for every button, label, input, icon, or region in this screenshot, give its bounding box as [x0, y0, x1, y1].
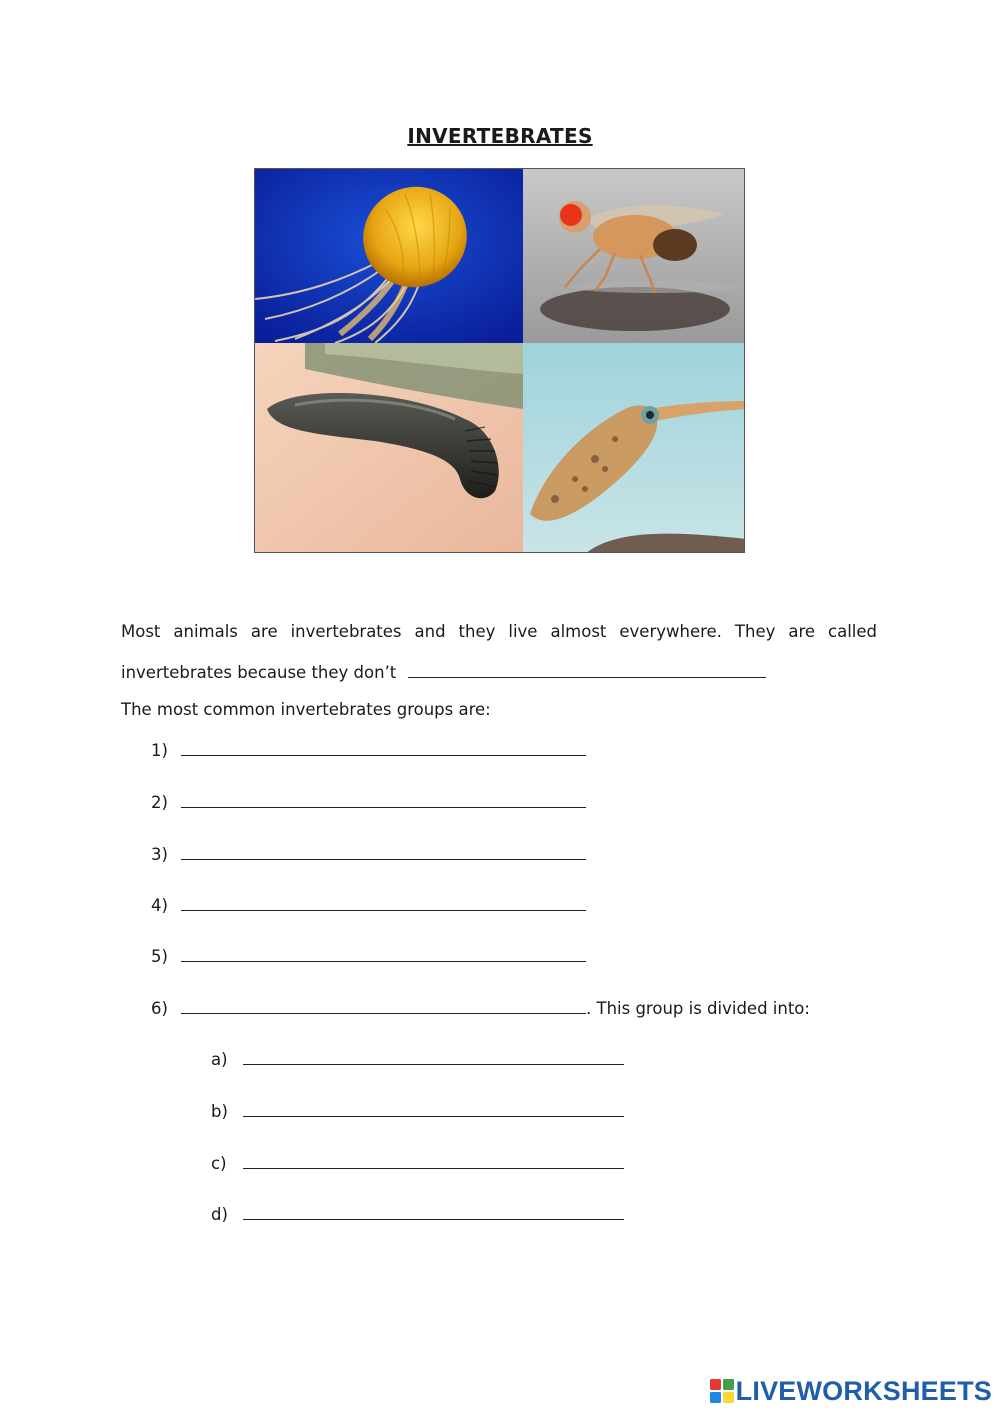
group-item-3	[151, 843, 586, 864]
intro-word: are	[250, 622, 278, 641]
answer-blank-group-6[interactable]	[181, 997, 586, 1014]
subgroup-letter: a)	[211, 1050, 228, 1069]
intro-word: they	[458, 622, 496, 641]
fruit-fly-photo	[523, 169, 745, 343]
subgroup-item-b	[211, 1100, 624, 1121]
intro-word: animals	[173, 622, 238, 641]
group-number: 3)	[151, 845, 168, 864]
intro-word: everywhere.	[619, 622, 722, 641]
answer-blank-group-3[interactable]	[181, 843, 586, 860]
subgroup-letter: c)	[211, 1154, 227, 1173]
subgroup-item-d	[211, 1203, 624, 1224]
intro-word: are	[788, 622, 816, 641]
logo-text: LIVEWORKSHEETS	[735, 1375, 992, 1406]
answer-blank-group-5[interactable]	[181, 945, 586, 962]
group-item-1	[151, 739, 586, 760]
invertebrate-photo-grid	[254, 168, 745, 553]
group-number: 4)	[151, 896, 168, 915]
group-number: 2)	[151, 793, 168, 812]
group-item-2	[151, 791, 586, 812]
subgroup-letter: d)	[211, 1205, 228, 1224]
answer-blank-group-2[interactable]	[181, 791, 586, 808]
answer-blank-subgroup-a[interactable]	[243, 1048, 624, 1065]
group-number: 6)	[151, 999, 168, 1018]
group-item-6	[151, 997, 810, 1018]
intro-word: almost	[550, 622, 607, 641]
group-item-5	[151, 945, 586, 966]
answer-blank-backbone[interactable]	[408, 661, 766, 678]
answer-blank-group-4[interactable]	[181, 894, 586, 911]
answer-blank-subgroup-d[interactable]	[243, 1203, 624, 1220]
intro-word: and	[414, 622, 446, 641]
intro-line-2-text: invertebrates because they don’t	[121, 663, 397, 682]
group-number: 5)	[151, 947, 168, 966]
page-title: INVERTEBRATES	[407, 124, 593, 148]
intro-word: invertebrates	[290, 622, 402, 641]
subgroup-letter: b)	[211, 1102, 228, 1121]
answer-blank-group-1[interactable]	[181, 739, 586, 756]
intro-word: live	[508, 622, 538, 641]
group-6-suffix: . This group is divided into:	[586, 999, 810, 1018]
group-number: 1)	[151, 741, 168, 760]
answer-blank-subgroup-b[interactable]	[243, 1100, 624, 1117]
intro-word: called	[828, 622, 877, 641]
group-item-4	[151, 894, 586, 915]
leech-photo	[255, 343, 523, 553]
intro-word: They	[734, 622, 776, 641]
intro-line-2	[121, 661, 766, 682]
liveworksheets-logo-icon	[710, 1379, 734, 1403]
subgroup-item-c	[211, 1152, 624, 1173]
jellyfish-photo	[255, 169, 523, 343]
liveworksheets-logo	[710, 1377, 992, 1405]
squid-photo	[523, 343, 745, 553]
intro-line-1	[121, 622, 877, 641]
intro-word: Most	[121, 622, 161, 641]
intro-line-3: The most common invertebrates groups are:	[121, 700, 491, 719]
subgroup-item-a	[211, 1048, 624, 1069]
answer-blank-subgroup-c[interactable]	[243, 1152, 624, 1169]
